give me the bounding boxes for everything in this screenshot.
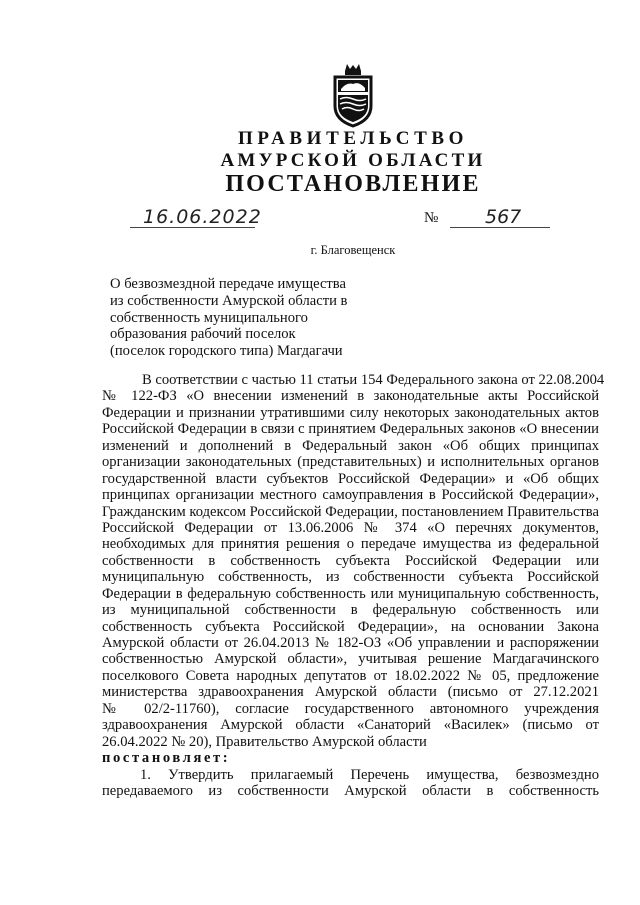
number-label: №: [424, 210, 439, 226]
body-line: министерства здравоохранения Амурской области (письмо от 27.12.2021: [102, 684, 599, 701]
body-line: Российской Федерации от 13.06.2006 № 374 «О перечнях документов,: [102, 519, 599, 536]
document-number: 567: [485, 206, 522, 228]
body-line: Амурской области от 26.04.2013 № 182-ОЗ «Об управлении и распоряжении: [102, 635, 599, 651]
body-line: собственности в собственность субъекта Российской Федерации или: [102, 552, 599, 569]
body-line: 1. Утвердить прилагаемый Перечень имущества, безвозмездно: [140, 766, 599, 783]
body-line: из муниципальной собственности в федеральную собственность или: [102, 602, 599, 619]
body-line: 26.04.2022 № 20), Правительство Амурской области: [102, 733, 427, 750]
document-title: ПОСТАНОВЛЕНИЕ: [225, 171, 481, 197]
body-line: передаваемого из собственности Амурской области в собственность: [102, 782, 599, 799]
subject-line: образования рабочий поселок: [110, 326, 296, 343]
body-line: изменений и дополнений в Федеральный закон «Об общих принципах: [102, 437, 599, 454]
body-line: Федерации в федеральную собственность или муниципальную собственность,: [102, 585, 599, 602]
resolves-keyword: постановляет:: [102, 750, 231, 767]
coat-of-arms-emblem: [331, 62, 375, 128]
date-underline: [130, 227, 255, 228]
document-subject: [110, 276, 360, 360]
body-line: собственность субъекта Российской Федерации», на основании Закона: [102, 618, 599, 635]
body-line: Гражданским кодексом Российской Федерации, постановлением Правительства: [102, 503, 599, 520]
body-line: организации законодательных (представительных) и исполнительных органов: [102, 454, 599, 471]
header-region: АМУРСКОЙ ОБЛАСТИ: [220, 150, 486, 171]
document-date: 16.06.2022: [143, 206, 262, 228]
document-body: [102, 372, 605, 799]
body-line: № 122-ФЗ «О внесении изменений в законодательные акты Российской: [102, 388, 599, 405]
body-line: государственной власти субъектов Российской Федерации» и «Об общих: [102, 470, 599, 487]
body-line: Российской Федерации в связи с принятием Федеральных законов «О внесении: [102, 421, 599, 438]
body-line: Федерации и признании утратившими силу некоторых законодательных актов: [102, 404, 599, 421]
body-line: В соответствии с частью 11 статьи 154 Федерального закона от 22.08.2004: [142, 372, 605, 388]
subject-line: О безвозмездной передаче имущества: [110, 276, 346, 292]
body-line: № 02/2-11760), согласие государственного автономного учреждения: [102, 700, 599, 717]
subject-line: (поселок городского типа) Магдагачи: [110, 343, 343, 360]
body-line: муниципальную собственность, из собственности субъекта Российской: [102, 569, 599, 586]
body-line: принципах организации местного самоуправления в Российской Федерации»,: [102, 487, 599, 504]
city-name: г. Благовещенск: [310, 243, 396, 257]
header-government: ПРАВИТЕЛЬСТВО: [237, 128, 469, 149]
subject-line: из собственности Амурской области в: [110, 292, 348, 309]
number-underline: [450, 227, 550, 228]
subject-line: собственность муниципального: [110, 309, 308, 326]
body-line: поселкового Совета народных депутатов от 18.02.2022 № 05, предложение: [102, 667, 599, 684]
body-line: собственностью Амурской области», учитывая решение Магдагачинского: [102, 651, 599, 668]
body-line: необходимых для принятия решения о передаче имущества из федеральной: [102, 536, 599, 553]
body-line: здравоохранения Амурской области «Санаторий «Василек» (письмо от: [102, 717, 599, 734]
